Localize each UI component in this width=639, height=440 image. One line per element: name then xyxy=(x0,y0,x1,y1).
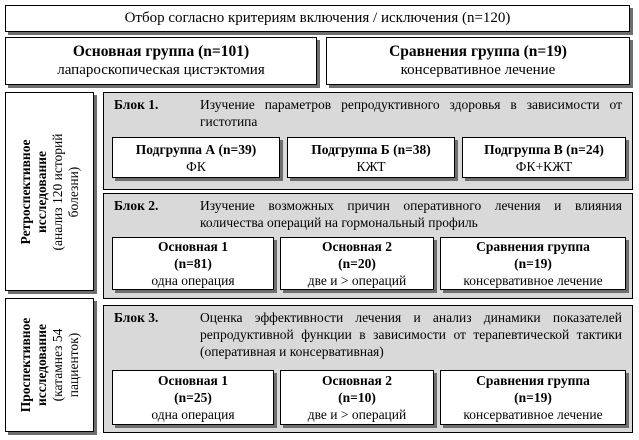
block-2-main-1-desc: одна операция xyxy=(151,273,235,288)
block-1-label: Блок 1. xyxy=(114,97,159,112)
retro-line-4: болезни) xyxy=(65,166,81,217)
prospective-study-label xyxy=(5,298,94,432)
block-3-main-1 xyxy=(112,370,274,425)
block-3-main-2-desc: две и > операций xyxy=(307,407,407,422)
subgroup-a-desc: ФК xyxy=(186,158,206,174)
block-1-text: Изучение параметров репродуктивного здоровья в зависимости от гистотипа xyxy=(200,97,622,129)
block-2-main-1 xyxy=(112,237,274,290)
main-group-subtitle: лапароскопическая цистэктомия xyxy=(57,62,265,78)
prosp-line-1: Проспективное xyxy=(17,317,33,413)
block-3-main-2-title: Основная 2 xyxy=(322,373,392,388)
block-1-subgroup-v xyxy=(462,137,626,178)
block-2-text: Изучение возможных причин оперативного лечения и влияния количества операций на гормональный профиль xyxy=(200,198,622,230)
subgroup-v-desc: ФК+КЖТ xyxy=(515,158,573,174)
block-3-comparison-n: (n=19) xyxy=(514,390,552,405)
block-2 xyxy=(103,193,633,299)
selection-criteria-box xyxy=(5,5,630,32)
subgroup-a-title: Подгруппа А (n=39) xyxy=(135,141,257,157)
main-group-box xyxy=(5,37,317,85)
block-2-main-1-title: Основная 1 xyxy=(158,239,228,254)
block-2-main-2-desc: две и > операций xyxy=(307,273,407,288)
block-2-main-2-n: (n=20) xyxy=(338,256,376,271)
retro-line-3: (анализ 120 историй xyxy=(49,132,65,251)
block-2-main-2 xyxy=(280,237,434,290)
prosp-line-4: пациенток) xyxy=(65,332,81,398)
comparison-group-title: Сравнения группа (n=19) xyxy=(389,43,567,60)
block-1 xyxy=(103,92,633,190)
retro-line-2: исследование xyxy=(33,150,49,233)
block-1-subgroup-b xyxy=(287,137,455,178)
main-group-title: Основная группа (n=101) xyxy=(72,43,250,60)
subgroup-v-title: Подгруппа В (n=24) xyxy=(484,141,604,157)
block-3-main-1-title: Основная 1 xyxy=(158,373,228,388)
block-3-comparison-title: Сравнения группа xyxy=(476,373,590,388)
block-3-comparison xyxy=(440,370,626,425)
block-3-text: Оценка эффективности лечения и анализ динамики показателей репродуктивной функции в зависимости от терапевтической тактики (оперативная и консервативная) xyxy=(200,310,622,359)
comparison-group-box xyxy=(326,37,630,85)
retro-line-1: Ретроспективное xyxy=(17,139,33,244)
block-2-comparison xyxy=(440,237,626,290)
block-1-subgroup-a xyxy=(112,137,280,178)
block-2-main-2-title: Основная 2 xyxy=(322,239,392,254)
block-2-comparison-desc: консервативное лечение xyxy=(463,273,603,288)
prosp-line-3: (катамнез 54 xyxy=(49,328,65,402)
block-3-label: Блок 3. xyxy=(114,310,159,325)
block-2-main-1-n: (n=81) xyxy=(174,256,212,271)
block-3-main-2 xyxy=(280,370,434,425)
block-3-main-1-desc: одна операция xyxy=(151,407,235,422)
selection-criteria-text: Отбор согласно критериям включения / исключения (n=120) xyxy=(124,10,511,26)
block-2-comparison-title: Сравнения группа xyxy=(476,239,590,254)
comparison-group-subtitle: консервативное лечение xyxy=(400,62,556,78)
block-3-main-1-n: (n=25) xyxy=(174,390,212,405)
block-3-main-2-n: (n=10) xyxy=(338,390,376,405)
retrospective-study-label xyxy=(5,92,94,291)
prosp-line-2: исследование xyxy=(33,324,49,406)
block-3 xyxy=(103,305,633,433)
subgroup-b-title: Подгруппа Б (n=38) xyxy=(311,141,431,157)
block-3-comparison-desc: консервативное лечение xyxy=(463,407,603,422)
subgroup-b-desc: КЖТ xyxy=(356,158,386,174)
block-2-label: Блок 2. xyxy=(114,198,159,213)
block-2-comparison-n: (n=19) xyxy=(514,256,552,271)
